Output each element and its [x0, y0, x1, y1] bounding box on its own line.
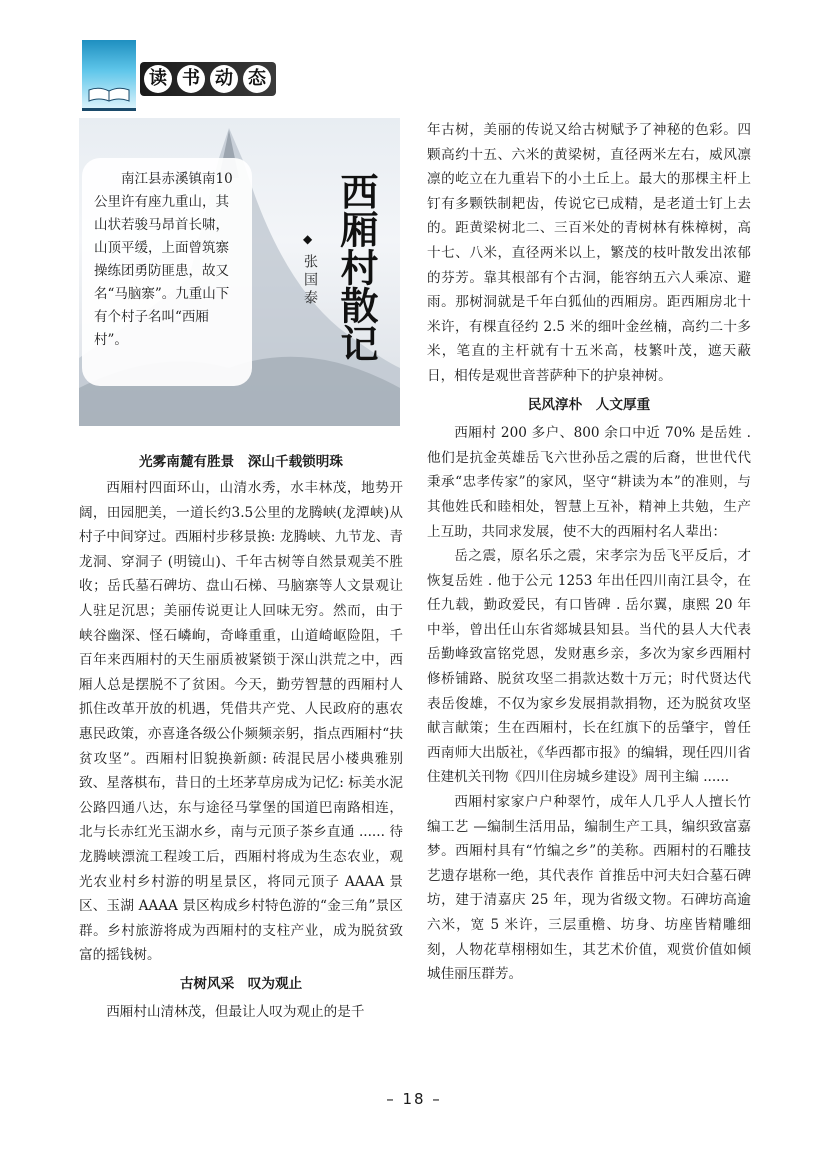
- paragraph: 西厢村山清林茂，但最让人叹为观止的是千: [106, 1004, 365, 1021]
- open-book-icon: [88, 86, 130, 102]
- reading-logo-image: [82, 40, 136, 111]
- section-label-char: 态: [243, 65, 271, 93]
- section-header: [82, 40, 382, 112]
- paragraph: 年古树，美丽的传说又给古树赋予了神秘的色彩。四颗高约十五、六米的黄梁树，直径两米左右，威风凛凛的屹立在九重岩下的小土丘上。最大的那棵主杆上钉有多颗铁制耙齿，传说它已成精，是老道士钉上去的。距黄梁树北二、三百米处的青树林有株樟树，高十七、八米，直径两米以上，繁茂的枝叶散发出浓郁的芬芳。靠其根部有个古洞，能容纳五六人乘凉、避雨。那树洞就是千年白狐仙的西厢房。距西厢房北十米许，有棵直径约 2.5 米的细叶金丝楠，高约二十多米，笔直的主杆就有十五米高，枝繁叶茂，遮天蔽日，相传是观世音菩萨种下的护泉神树。: [427, 122, 751, 384]
- section-label-char: 动: [210, 65, 238, 93]
- article-title: 西厢村散记: [334, 172, 378, 362]
- paragraph: 西厢村家家户户种翠竹，成年人几乎人人擅长竹编工艺 —编制生活用品，编制生产工具，编织致富嘉梦。西厢村具有“竹编之乡”的美称。西厢村的石雕技艺遗存堪称一绝，其代表作 首推岳中河夫妇合墓石碑坊，建于清嘉庆 25 年，现为省级文物。石碑坊高逾六米，宽 5 米许，三层重檐、坊身、坊座皆精雕细刻，人物花草栩栩如生，其艺术价值，观赏价值如倾城佳丽压群芳。: [427, 794, 751, 983]
- section-heading: 古树风采 叹为观止: [179, 975, 303, 992]
- paragraph: 西厢村 200 多户、800 余口中近 70% 是岳姓 . 他们是抗金英雄岳飞六世孙岳之震的后裔，世世代代秉承“忠孝传家”的家风，坚守“耕读为本”的准则，与其他姓氏和睦相处，智慧上互补，精神上共勉，生产上互助，共同求发展，使不大的西厢村名人辈出：: [427, 425, 751, 540]
- section-label: [140, 62, 276, 96]
- article-author: 张国泰: [302, 254, 318, 308]
- section-label-char: 书: [177, 65, 205, 93]
- section-heading: 光雾南麓有胜景 深山千载锁明珠: [139, 454, 343, 470]
- page-number: – 18 –: [386, 1090, 442, 1108]
- paragraph: 西厢村四面环山，山清水秀，水丰林茂，地势开阔，田园肥美，一道长约3.5公里的龙腾峡(龙潭峡)从村子中间穿过。西厢村步移景换: 龙腾峡、九节龙、青龙洞、穿洞子 (明镜山)、千年古树等自然景观美不胜收；岳氏墓石碑坊、盘山石梯、马脑寨等人文景观让人驻足沉思；美丽传说更让人回味无穷。然而，由于峡谷幽深、怪石嶙峋，奇峰重重，山道崎岖险阻，千百年来西厢村的天生丽质被紧锁于深山洪荒之中，西厢人总是摆脱不了贫困。今天，勤劳智慧的西厢村人抓住改革开放的机遇，凭借共产党、人民政府的惠农惠民政策，亦喜逢各级公仆频频亲躬，指点西厢村“扶贫攻坚”。西厢村旧貌换新颜: 砖混民居小楼典雅别致、星落棋布，昔日的土坯茅草房成为记忆: 标美水泥公路四通八达，东与途径马掌堡的国道巴南路相连，北与长赤红光玉湖水乡，南与元顶子茶乡直通 ...... 待龙腾峡漂流工程竣工后，西厢村将成为生态农业，观光农业村乡村游的明星景区，将同元顶子 AAAA 景区、玉湖 AAAA 景区构成乡村特色游的“金三角”景区群。乡村旅游将成为西厢村的支柱产业，成为脱贫致富的摇钱树。: [79, 480, 403, 964]
- section-heading: 民风淳朴 人文厚重: [527, 396, 651, 413]
- article-intro: 南江县赤溪镇南10公里许有座九重山，其山状若骏马昂首长啸，山顶平缓，上面曾筑寨操练团勇防匪患，故又名“马脑寨”。九重山下有个村子名叫“西厢村”。: [82, 158, 252, 386]
- left-column: [79, 476, 403, 1025]
- right-column: [427, 118, 751, 987]
- paragraph: 岳之震，原名乐之震，宋孝宗为岳飞平反后，才恢复岳姓 . 他于公元 1253 年出任四川南江县令，在任九载，勤政爱民，有口皆碑 . 岳尔翼，康熙 20 年中举，曾出任山东省郯城县知县。当代的县人大代表岳勤峰致富铭党恩，发财惠乡亲，多次为家乡西厢村修桥铺路、脱贫攻坚二捐款达数十万元；时代贤达代表岳俊雄，不仅为家乡发展捐款捐物，还为脱贫攻坚献言献策；生在西厢村，长在红旗下的岳肇宇，曾任西南师大出版社，《华西都市报》的编辑，现任四川省住建机关刊物《四川住房城乡建设》周刊主编 ......: [427, 548, 751, 786]
- section-label-char: 读: [144, 65, 172, 93]
- diamond-bullet-icon: ◆: [303, 232, 313, 246]
